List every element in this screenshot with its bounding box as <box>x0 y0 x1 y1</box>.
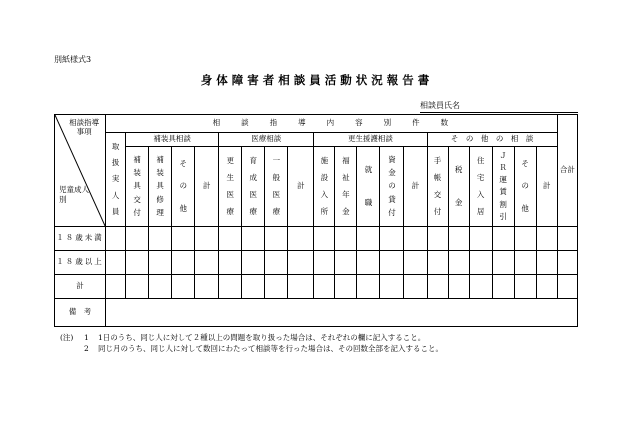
col-liv-job: 就 職 <box>357 147 380 227</box>
col-liv-pension: 福 祉 年 金 <box>335 147 357 227</box>
col-med-upbring: 育 成 医 療 <box>242 147 265 227</box>
col-liv-total: 計 <box>404 147 427 227</box>
note-text: 1日のうち、同じ人に対して２種以上の問題を取り扱った場合は、それぞれの欄に記入すること。 <box>98 333 426 342</box>
col-liv-loan: 資 金 の 貸 付 <box>380 147 404 227</box>
col-assist-total: 計 <box>195 147 219 227</box>
notes-section <box>60 333 443 355</box>
note-item <box>60 344 443 355</box>
corner-header-cell <box>55 115 106 227</box>
col-liv-facility: 施 設 入 所 <box>314 147 335 227</box>
row-label-over18: １８歳以上 <box>55 251 106 275</box>
col-oth-housing: 住 宅 入 居 <box>469 147 492 227</box>
table-row-remarks <box>55 299 578 327</box>
col-med-general: 一 般 医 療 <box>265 147 288 227</box>
group-livelihood-header: 更生援護相談 <box>314 133 427 147</box>
table-row-total <box>55 275 578 299</box>
row-label-total: 計 <box>55 275 106 299</box>
document-title: 身 体 障 害 者 相 談 員 活 動 状 況 報 告 書 <box>200 73 430 87</box>
col-oth-other: そ の 他 <box>514 147 536 227</box>
col-oth-tax: 税 金 <box>448 147 469 227</box>
col-assist-grant: 補 装 具 交 付 <box>126 147 149 227</box>
grand-total-label: 合計 <box>559 165 575 175</box>
table-row-over18 <box>55 251 578 275</box>
row-label-under18: １８歳未満 <box>55 227 106 251</box>
activity-report-table <box>54 114 578 327</box>
grand-total-header <box>557 115 577 227</box>
count-by-content-header: 相 談 指 導 内 容 別 件 数 <box>106 115 558 133</box>
note-number: 1 <box>84 333 89 342</box>
col-oth-total: 計 <box>536 147 557 227</box>
group-other-header: そ の 他 の 相 談 <box>427 133 557 147</box>
note-text: 同じ月のうち、同じ人に対して数回にわたって相談等を行った場合は、その回数全部を記入すること。 <box>98 343 443 353</box>
col-med-total: 計 <box>288 147 314 227</box>
row-label-remarks: 備 考 <box>55 299 106 327</box>
note-item <box>60 333 443 344</box>
consultation-items-label: 相談指導事項 <box>69 118 100 136</box>
col-assist-repair: 補 装 具 修 理 <box>149 147 172 227</box>
form-number: 別紙様式3 <box>54 55 92 64</box>
child-adult-label: 児童成人別 <box>59 185 89 204</box>
col-handling-count: 取 扱 実 人 員 <box>106 133 126 227</box>
table-row-under18 <box>55 227 578 251</box>
col-med-rehab: 更 生 医 療 <box>219 147 242 227</box>
col-oth-handbook: 手 帳 交 付 <box>427 147 448 227</box>
counselor-name-label: 相談員氏名 <box>420 101 460 110</box>
note-number: 2 <box>84 343 89 353</box>
notes-label: (注) <box>60 333 74 342</box>
remarks-field[interactable] <box>106 299 578 327</box>
group-assistive-header: 補装具相談 <box>126 133 219 147</box>
col-oth-jr: Ｊ Ｒ 運 賃 割 引 <box>492 147 514 227</box>
counselor-name-field[interactable] <box>420 100 578 113</box>
group-medical-header: 医療相談 <box>219 133 314 147</box>
col-assist-other: そ の 他 <box>172 147 195 227</box>
